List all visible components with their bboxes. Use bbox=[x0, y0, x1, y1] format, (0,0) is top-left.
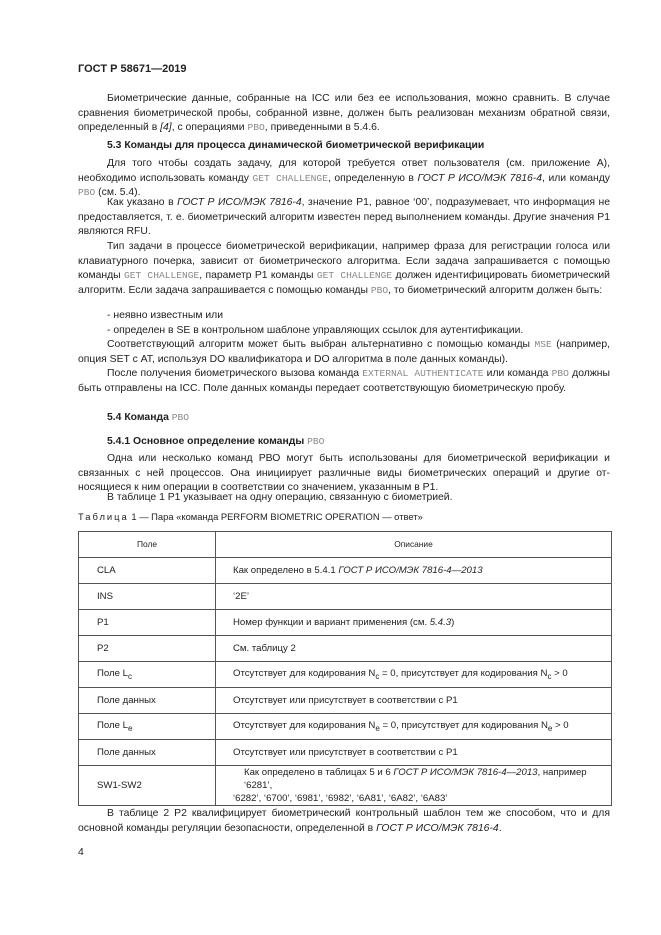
table-cell-field: Поле данных bbox=[79, 740, 216, 766]
table-row bbox=[79, 766, 612, 806]
table-header-field: Поле bbox=[79, 532, 216, 558]
table-cell-field: P1 bbox=[79, 610, 216, 636]
table-cell-field: Поле $L_e$ bbox=[79, 714, 216, 740]
table-cell-description: Отсутствует или присутствует в соответствии с Р1 bbox=[216, 688, 612, 714]
paragraph-table2-intro: В таблице 2 Р2 квалифицирует биометрический контрольный шаблон тем же способом, что и для основной команды регуляции безопасности, определенной в ГОСТ Р ИСО/МЭК 7816-4. bbox=[78, 808, 610, 834]
command-response-table bbox=[78, 531, 612, 806]
table-cell-description: Отсутствует для кодирования $N_c = 0$, присутствует для кодирования $N_c > 0$ bbox=[216, 662, 612, 688]
table-row bbox=[79, 636, 612, 662]
document-header: ГОСТ Р 58671—2019 bbox=[78, 63, 187, 75]
table-cell-field: Поле данных bbox=[79, 688, 216, 714]
table-cell-description: Отсутствует для кодирования $N_e = 0$, присутствует для кодирования $N_e > 0$ bbox=[216, 714, 612, 740]
list-item-implicit: - неявно известным или bbox=[107, 310, 224, 321]
table-cell-field: SW1-SW2 bbox=[79, 766, 216, 806]
section-heading-5-3: 5.3 Команды для процесса динамической биометрической верификации bbox=[107, 140, 485, 151]
table-cell-description: См. таблицу 2 bbox=[216, 636, 612, 662]
table-cell-description: Как определено в таблицах 5 и 6 ГОСТ Р ИСО/МЭК 7816-4—2013, например ‘6281’, ‘6282’, ‘6700’, ‘6981’, ‘6982’, ‘6A81’, ‘6A82’, ‘6A83’ bbox=[216, 766, 612, 806]
table-row bbox=[79, 714, 612, 740]
table-cell-description: Номер функции и вариант применения (см. 5.4.3) bbox=[216, 610, 612, 636]
table-row bbox=[79, 558, 612, 584]
table-cell-field: INS bbox=[79, 584, 216, 610]
page-number: 4 bbox=[78, 847, 84, 858]
table-row bbox=[79, 740, 612, 766]
table-cell-field: P2 bbox=[79, 636, 216, 662]
table-caption: Таблица 1 — Пара «команда PERFORM BIOMETRIC OPERATION — ответ» bbox=[78, 511, 423, 522]
paragraph-p1-value: Как указано в ГОСТ Р ИСО/МЭК 7816-4, значение Р1, равное ‘00’, подразумевает, что информация не предоставляется, т. е. биометрический алгоритм известен перед выполнением команды. Другие значения Р1 являются RFU. bbox=[78, 197, 611, 238]
table-cell-field: CLA bbox=[79, 558, 216, 584]
paragraph-pbo-commands: Одна или несколько команд РВО могут быть использованы для биометрической верификации и связанных с ней процессов. Она инициирует различные виды биометрических операций и другие относящиеся к ним операции в соответствии со значением, указанным в Р1. bbox=[78, 453, 610, 494]
paragraph-table1-intro: В таблице 1 Р1 указывает на одну операцию, связанную с биометрией. bbox=[107, 492, 453, 503]
table-row bbox=[79, 688, 612, 714]
section-heading-5-4: 5.4 Команда PBO bbox=[107, 412, 190, 423]
table-header-row bbox=[79, 532, 612, 558]
table-cell-description: Как определено в 5.4.1 ГОСТ Р ИСО/МЭК 7816-4—2013 bbox=[216, 558, 612, 584]
section-heading-5-4-1: 5.4.1 Основное определение команды PBO bbox=[107, 436, 325, 447]
table-row bbox=[79, 610, 612, 636]
table-header-description: Описание bbox=[216, 532, 612, 558]
paragraph-algorithm-selection: Соответствующий алгоритм может быть выбран альтернативно с помощью команды MSE (например, опция SET с АТ, используя DO квалификатора и DO алгоритма в поле данных команды). bbox=[78, 339, 610, 365]
table-cell-description: ‘2E’ bbox=[216, 584, 612, 610]
table-row bbox=[79, 584, 612, 610]
table-row bbox=[79, 662, 612, 688]
table-cell-description: Отсутствует или присутствует в соответствии с Р1 bbox=[216, 740, 612, 766]
paragraph-biometric-data: Биометрические данные, собранные на ICC или без ее использования, можно сравнить. В случае сравнения биометрической пробы, собранной извне, должен быть реализован механизм обратной связи, определенный в [4], с операциями PBO, приведенными в 5.4.6. bbox=[78, 93, 610, 134]
paragraph-task-type: Тип задачи в процессе биометрической верификации, например фраза для регистрации голоса или клавиатурного почерка, зависит от биометрического алгоритма. Если задача запрашивается с помощью команды GET CHALLENGE, параметр Р1 команды GET CHALLENGE должен идентифицировать биометрический алгоритм. Если задача запрашивается с помощью команды PBO, то биометрический алгоритм должен быть: bbox=[78, 241, 610, 296]
paragraph-create-task: Для того чтобы создать задачу, для которой требуется ответ пользователя (см. приложение А), необходимо использовать команду GET CHALLENGE, определенную в ГОСТ Р ИСО/МЭК 7816-4, или команду PBO (см. 5.4). bbox=[78, 158, 611, 199]
table-cell-field: Поле $L_c$ bbox=[79, 662, 216, 688]
list-item-se-template: - определен в SE в контрольном шаблоне управляющих ссылок для аутентификации. bbox=[107, 325, 524, 336]
paragraph-biometric-call: После получения биометрического вызова команда EXTERNAL AUTHENTICATE или команда PBO должны быть отправлены на ICC. Поле данных команды передает соответствующую биометрическую пробу. bbox=[78, 368, 610, 394]
